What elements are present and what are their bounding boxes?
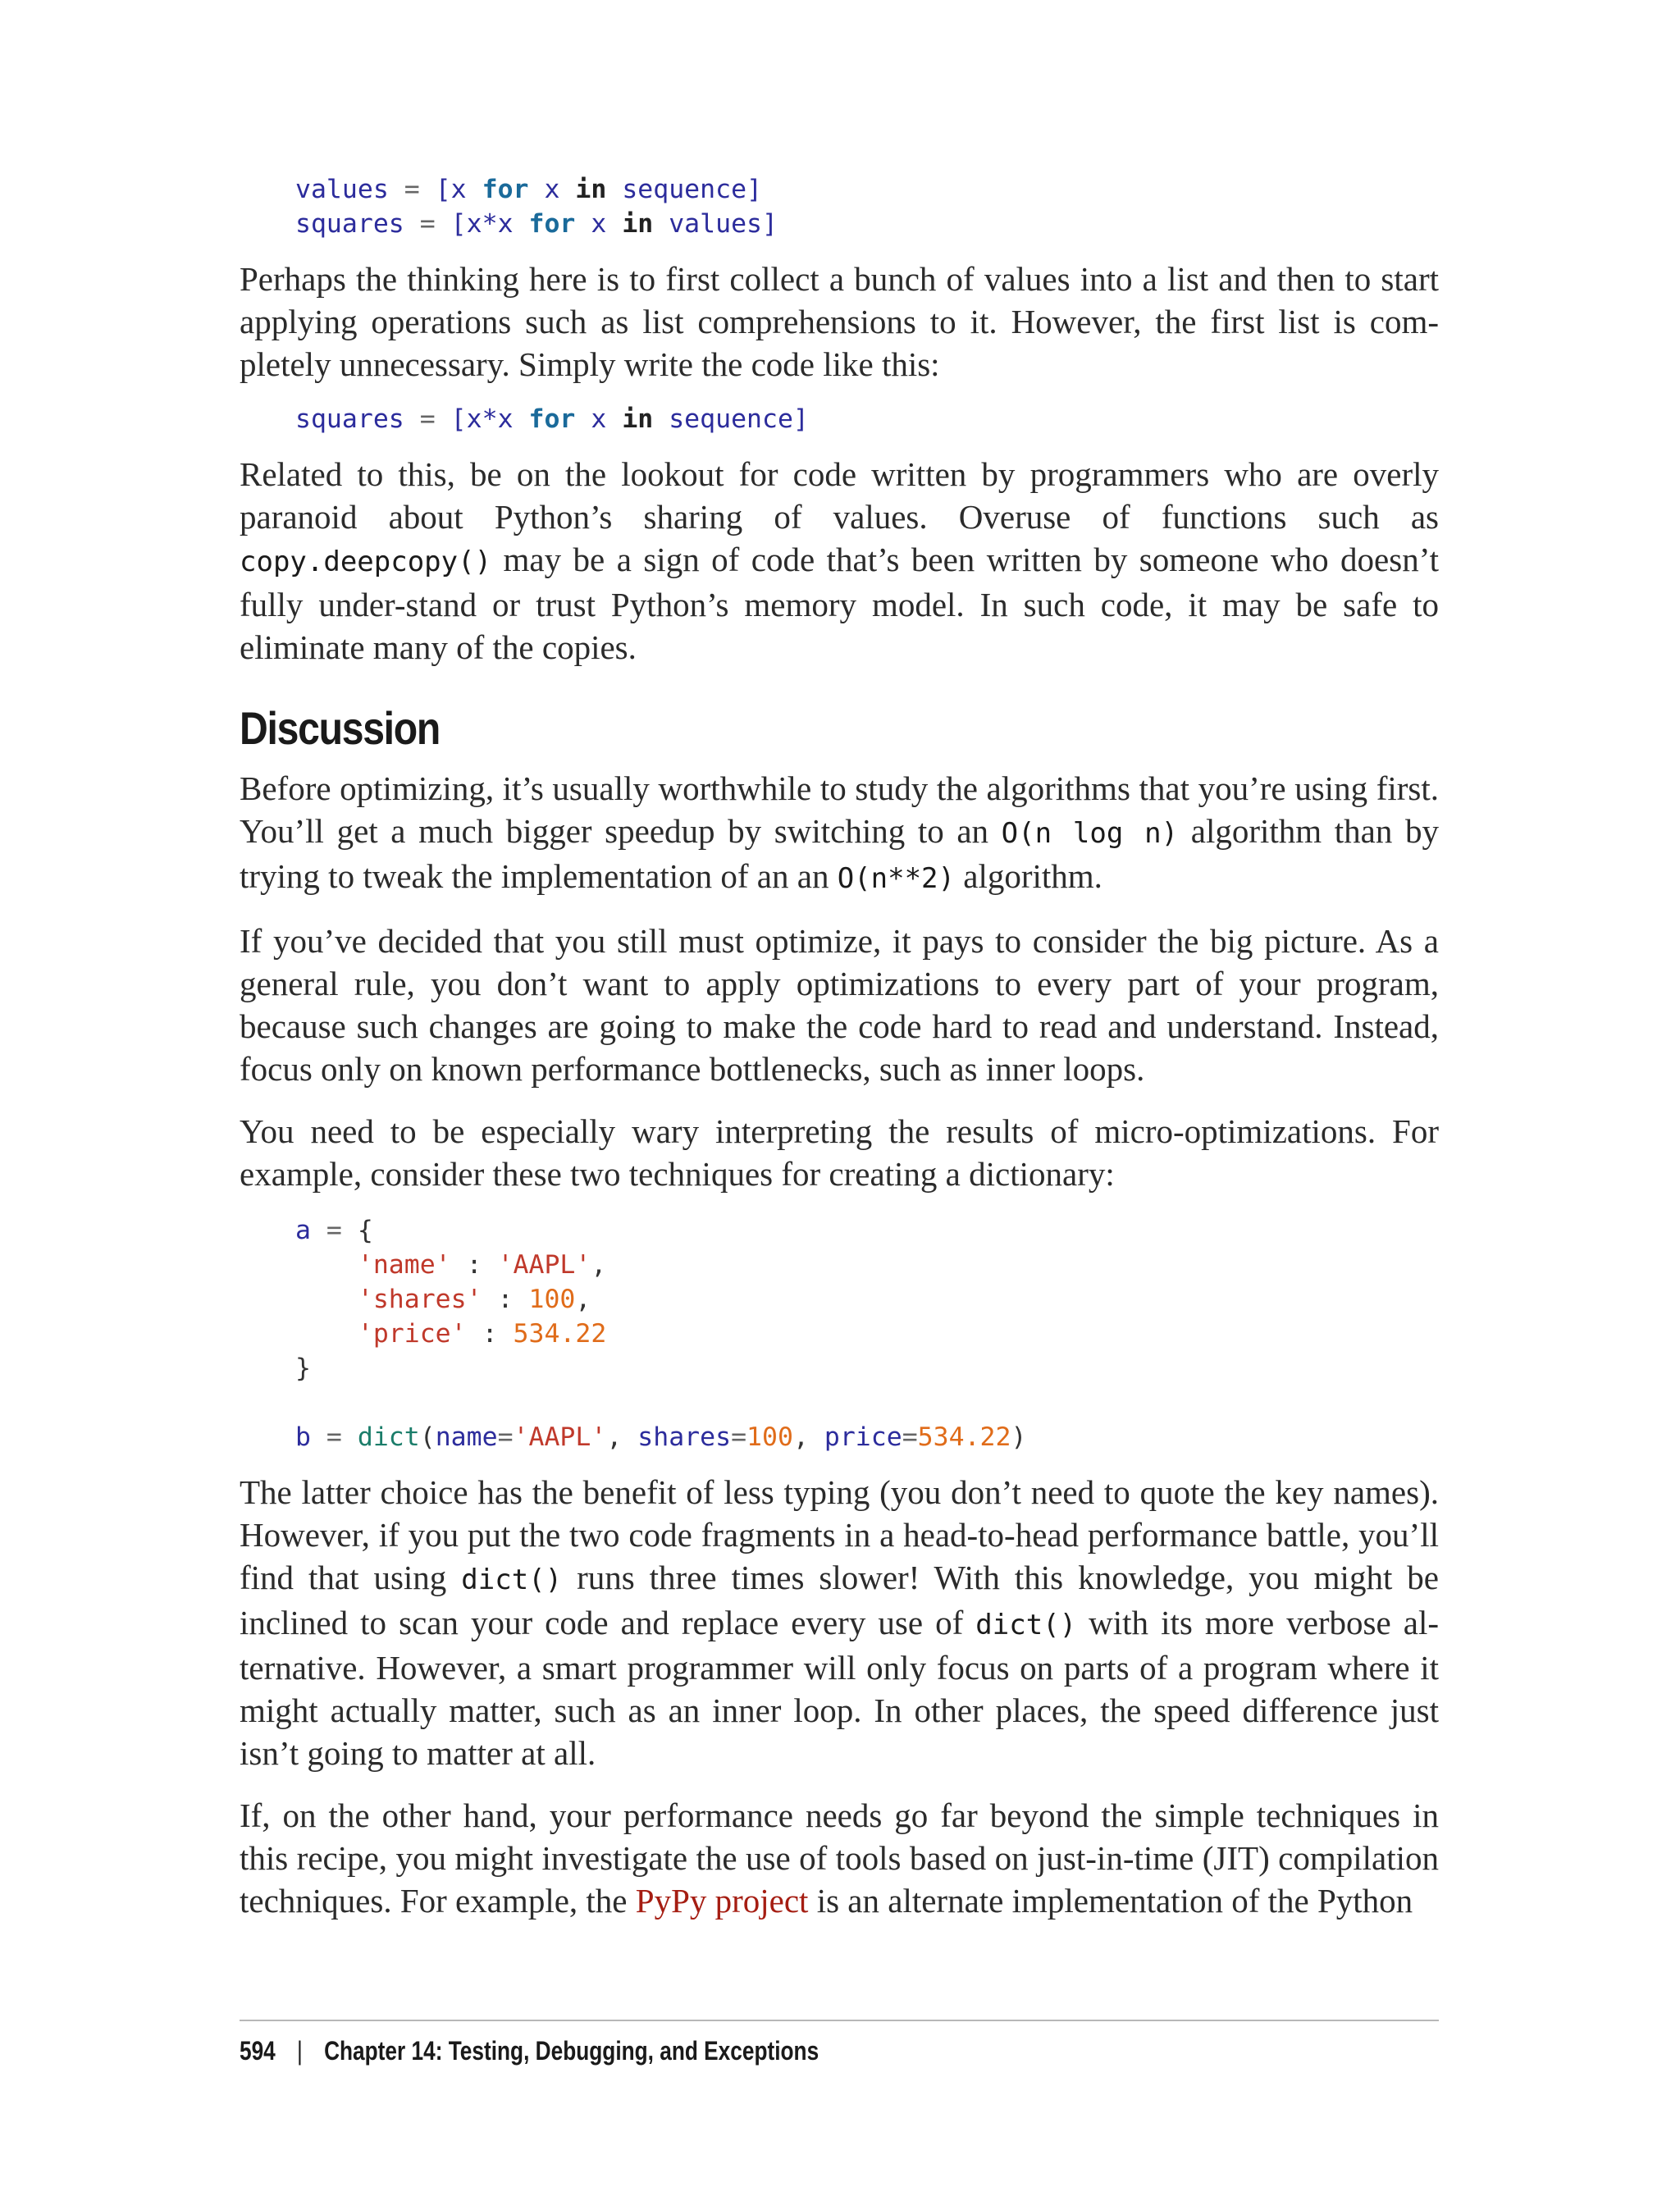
paragraph-big-picture: If you’ve decided that you still must optimize, it pays to consider the big picture. As a general rule, you don’t want to apply optimizations to every part of your program, because such changes are going to make the code hard to read and understand. Instead, focus only on known performance bottlenecks, such as inner loops.: [240, 922, 1439, 1088]
inline-code-nlogn: O(n log n): [1001, 817, 1179, 850]
code-block-comprehension: [240, 172, 1439, 241]
code-func-dict: dict: [357, 1422, 420, 1452]
inline-code-nsquared: O(n**2): [837, 862, 955, 895]
section-heading-discussion: Discussion: [240, 702, 441, 754]
code-line-2: squares = [x*x for x in values]: [295, 209, 778, 239]
text-segment: algorithm.: [955, 857, 1102, 895]
code-key-name: 'name': [357, 1250, 451, 1280]
page-number: 594: [240, 2035, 276, 2066]
page-content: [240, 172, 1439, 1922]
text-segment: with its more verbose al-ternative. However, a smart programmer will only focus on parts of a program where it might actually matter, such as an inner loop. In other places, the speed difference just isn’t going to matter at all.: [240, 1604, 1439, 1772]
code-arg-value-shares: 100: [746, 1422, 793, 1452]
code-value-shares: 100: [528, 1285, 576, 1314]
paragraph-deepcopy: [240, 453, 1439, 669]
code-arg-shares: shares: [637, 1422, 732, 1452]
text-segment: algorithm than by trying to tweak the implementation of an an: [240, 812, 1439, 895]
footer-separator: |: [297, 2035, 303, 2066]
paragraph-dict-performance: [240, 1471, 1439, 1774]
text-segment: is an alternate implementation of the Python: [808, 1882, 1413, 1920]
text-segment: may be a sign of code that’s been written by someone who doesn’t fully under-stand or trust Python’s memory model. In such code, it may be safe to eliminate many of the copies.: [240, 541, 1439, 666]
page-footer: [240, 2033, 819, 2069]
code-var-a: a: [295, 1216, 311, 1245]
inline-code-dict-1: dict(): [461, 1564, 563, 1596]
code-arg-value-price: 534.22: [917, 1422, 1011, 1452]
paragraph-algorithms: [240, 767, 1439, 900]
text-segment: Related to this, be on the lookout for code written by programmers who are overly paranoid about Python’s sharing of values. Overuse of functions such as: [240, 455, 1439, 536]
code-line-squares: squares = [x*x for x in sequence]: [295, 404, 809, 434]
code-key-shares: 'shares': [357, 1285, 482, 1314]
code-value-name: 'AAPL': [497, 1250, 591, 1280]
code-arg-price: price: [824, 1422, 902, 1452]
code-var-b: b: [295, 1422, 311, 1452]
chapter-title: Chapter 14: Testing, Debugging, and Exceptions: [324, 2035, 819, 2066]
code-key-price: 'price': [357, 1319, 467, 1349]
paragraph-intro: Perhaps the thinking here is to first collect a bunch of values into a list and then to start applying operations such as list comprehensions to it. However, the first list is com-pletely unnecessary. Simply write the code like this:: [240, 260, 1439, 383]
code-block-dictionary: a = { 'name' : 'AAPL', 'shares' : 100, 'price' : 534.22 } b = dict(name='AAPL', shares=100, price=534.22): [295, 1216, 1027, 1452]
code-arg-value-name: 'AAPL': [513, 1422, 607, 1452]
text-segment: runs three times slower! With this knowledge, you might be inclined to scan your code and replace every use of: [240, 1559, 1439, 1641]
text-segment: The latter choice has the benefit of less typing (you don’t need to quote the key names). However, if you put the two code fragments in a head-to-head performance battle, you’ll find that using: [240, 1473, 1439, 1596]
text-segment: Before optimizing, it’s usually worthwhile to study the algorithms that you’re using first. You’ll get a much bigger speedup by switching to an: [240, 769, 1439, 850]
footer-divider: [240, 2020, 1439, 2021]
pypy-project-link[interactable]: PyPy project: [635, 1882, 809, 1920]
code-line-1: values = [x for x in sequence]: [295, 175, 763, 204]
paragraph-jit: [240, 1794, 1439, 1922]
code-value-price: 534.22: [513, 1319, 607, 1349]
code-block-squares: [240, 402, 1439, 436]
paragraph-micro-optimizations: You need to be especially wary interpreting the results of micro-optimizations. For example, consider these two techniques for creating a dictionary:: [240, 1112, 1439, 1193]
inline-code-dict-2: dict(): [975, 1609, 1077, 1641]
text-segment: If, on the other hand, your performance needs go far beyond the simple techniques in this recipe, you might investigate the use of tools based on just-in-time (JIT) compilation techniques. For example, the: [240, 1796, 1439, 1920]
code-arg-name: name: [435, 1422, 498, 1452]
inline-code-deepcopy: copy.deepcopy(): [240, 546, 492, 578]
